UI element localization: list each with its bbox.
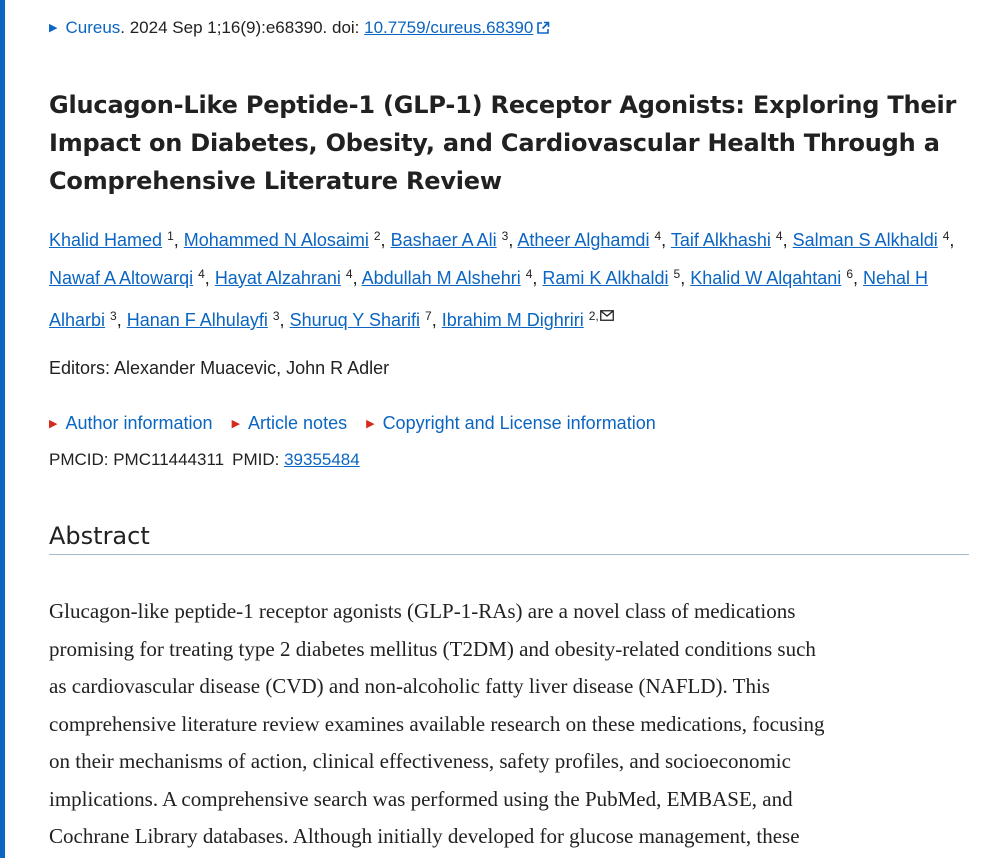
copyright-license-label[interactable]: Copyright and License information: [382, 413, 656, 433]
abstract-line: as cardiovascular disease (CVD) and non-alcoholic fatty liver disease (NAFLD). This: [49, 674, 770, 698]
abstract-line: Cochrane Library databases. Although initially developed for glucose management, these: [49, 824, 800, 848]
author-line: Nawaf A Altowarqi $^4$, Hayat Alzahrani $^4$, Abdullah M Alshehri $^4$, Rami K Alkhaldi $^5$, Khalid W Alqahtani $^6$, Nehal H: [49, 266, 929, 288]
editors-line: Editors: Alexander Muacevic, John R Adler: [49, 358, 390, 378]
affiliation-ref[interactable]: 3: [501, 229, 509, 243]
abstract-body: [49, 593, 979, 856]
author-link[interactable]: Hanan F Alhulayfi: [126, 310, 268, 330]
triangle-right-icon: ▶: [366, 418, 375, 430]
author-link[interactable]: Salman S Alkhaldi: [792, 230, 938, 250]
author-link[interactable]: Shuruq Y Sharifi: [289, 310, 420, 330]
title-line: Comprehensive Literature Review: [49, 167, 502, 195]
author-link[interactable]: Hayat Alzahrani: [214, 267, 341, 288]
abstract-line: implications. A comprehensive search was performed using the PubMed, EMBASE, and: [49, 786, 793, 811]
abstract-line: Glucagon-like peptide-1 receptor agonists (GLP-1-RAs) are a novel class of medications: [49, 599, 796, 623]
pmid-link[interactable]: 39355484: [284, 450, 360, 469]
affiliation-ref[interactable]: 4: [525, 266, 533, 281]
pmcid-text: PMCID: PMC11444311: [49, 450, 225, 469]
author-link[interactable]: Khalid Hamed: [49, 230, 163, 250]
abstract-line: on their mechanisms of action, clinical effectiveness, safety profiles, and socioeconomic: [49, 749, 791, 773]
article-info-links: [49, 411, 670, 438]
triangle-right-icon: ▶: [49, 418, 58, 430]
affiliation-ref[interactable]: 3: [110, 309, 117, 323]
affiliation-ref[interactable]: 6: [846, 266, 853, 281]
article-title: [49, 86, 957, 200]
article-notes-toggle[interactable]: [232, 413, 348, 433]
affiliation-ref[interactable]: 2,: [588, 309, 599, 323]
affiliation-ref[interactable]: 4: [942, 229, 950, 243]
expand-citation-icon[interactable]: ▶: [49, 22, 58, 34]
citation-line: [49, 17, 550, 41]
author-link[interactable]: Taif Alkhashi: [670, 230, 771, 250]
affiliation-ref[interactable]: 2: [373, 229, 381, 243]
external-link-icon[interactable]: [536, 19, 550, 41]
author-line: Alharbi $^3$, Hanan F Alhulayfi $^3$, Shuruq Y Sharifi $^7$, Ibrahim M Dighriri $^{2,}$: [49, 297, 979, 340]
author-list: [49, 222, 979, 340]
author-link[interactable]: Bashaer A Ali: [390, 230, 497, 250]
pmid-label: PMID:: [232, 450, 285, 469]
author-link[interactable]: Nawaf A Altowarqi: [49, 267, 194, 288]
title-line: Impact on Diabetes, Obesity, and Cardiovascular Health Through a: [49, 129, 940, 157]
mail-icon[interactable]: [600, 297, 614, 335]
author-link[interactable]: Mohammed N Alosaimi: [183, 230, 369, 250]
author-information-toggle[interactable]: [49, 413, 213, 433]
title-line: Glucagon-Like Peptide-1 (GLP-1) Receptor Agonists: Exploring Their: [49, 91, 957, 119]
affiliation-ref[interactable]: 4: [654, 229, 662, 243]
author-line: Khalid Hamed $^1$, Mohammed N Alosaimi $^2$, Bashaer A Ali $^3$, Atheer Alghamdi $^4$, Taif Alkhashi $^4$, Salman S Alkhaldi $^4$,: [49, 229, 955, 250]
affiliation-ref[interactable]: 5: [673, 266, 681, 281]
affiliation-ref[interactable]: 4: [198, 266, 205, 281]
author-link[interactable]: Alharbi: [49, 310, 106, 330]
article-ids: [49, 448, 360, 472]
author-link[interactable]: Nehal H: [863, 267, 929, 288]
citation-details: . 2024 Sep 1;16(9):e68390. doi:: [120, 18, 365, 37]
affiliation-ref[interactable]: 4: [775, 229, 783, 243]
doi-link[interactable]: 10.7759/cureus.68390: [364, 18, 534, 37]
author-link[interactable]: Ibrahim M Dighriri: [441, 310, 584, 330]
abstract-heading: Abstract: [49, 520, 969, 555]
author-link[interactable]: Rami K Alkhaldi: [542, 267, 669, 288]
copyright-license-toggle[interactable]: [366, 413, 656, 433]
left-accent-bar: [0, 0, 5, 858]
abstract-line: comprehensive literature review examines available research on these medications, focusing: [49, 711, 825, 736]
affiliation-ref[interactable]: 1: [167, 229, 174, 243]
affiliation-ref[interactable]: 4: [345, 266, 353, 281]
article-notes-label[interactable]: Article notes: [248, 413, 348, 433]
author-link[interactable]: Khalid W Alqahtani: [690, 267, 842, 288]
affiliation-ref[interactable]: 3: [272, 309, 280, 323]
journal-link[interactable]: Cureus: [65, 18, 121, 37]
abstract-line: promising for treating type 2 diabetes mellitus (T2DM) and obesity-related conditions such: [49, 636, 816, 661]
author-link[interactable]: Atheer Alghamdi: [517, 230, 650, 250]
author-information-label[interactable]: Author information: [65, 413, 213, 433]
triangle-right-icon: ▶: [231, 418, 241, 430]
affiliation-ref[interactable]: 7: [425, 309, 432, 323]
author-link[interactable]: Abdullah M Alshehri: [361, 267, 521, 288]
